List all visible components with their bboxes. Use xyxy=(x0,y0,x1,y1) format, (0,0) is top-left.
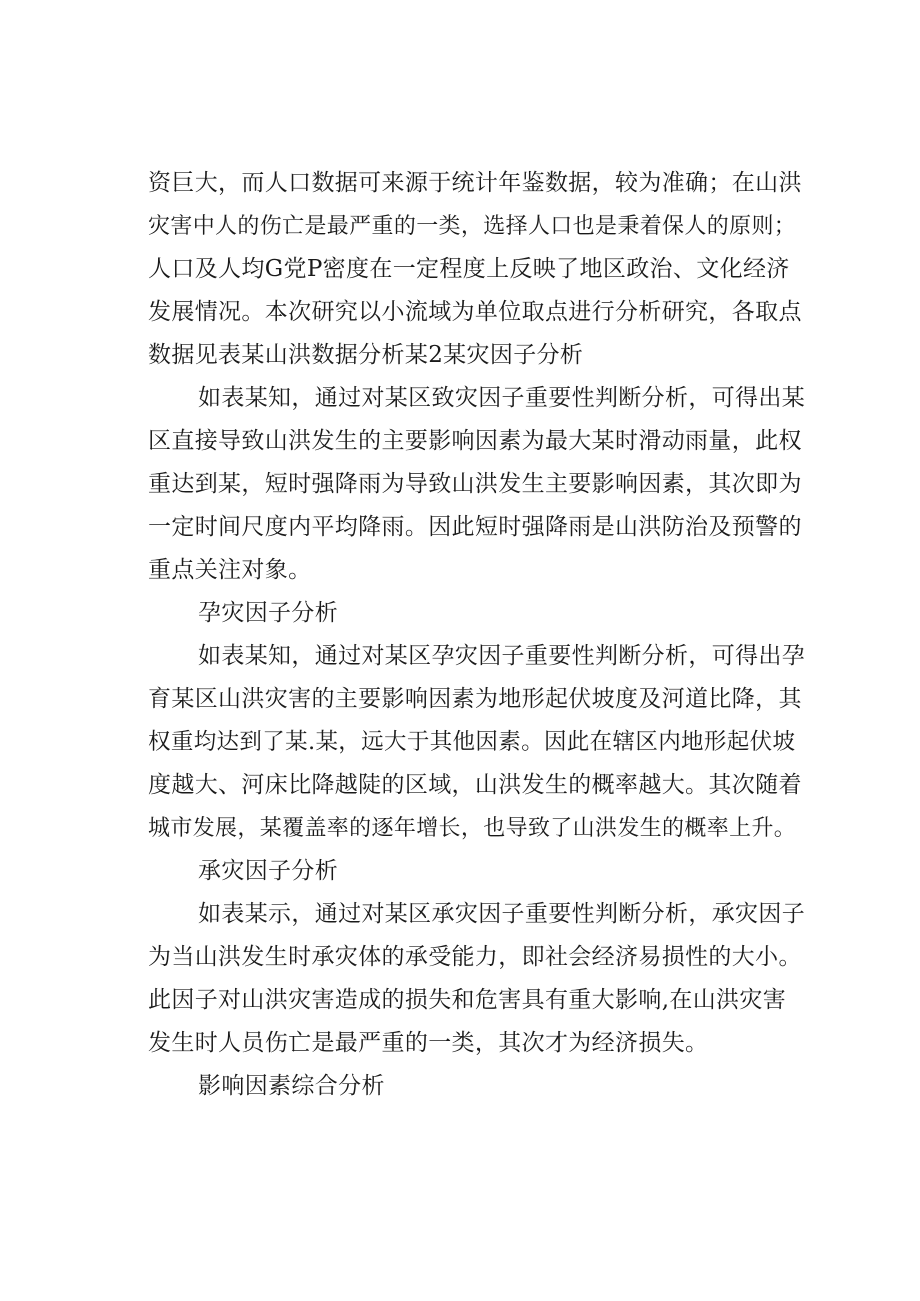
text-line: 发生时人员伤亡是最严重的一类，其次才为经济损失。 xyxy=(148,1030,709,1056)
text-line: 一定时间尺度内平均降雨。因此短时强降雨是山洪防治及预警的 xyxy=(148,514,802,540)
document-body xyxy=(148,162,804,1108)
text-line: 城市发展，某覆盖率的逐年增长，也导致了山洪发生的概率上升。 xyxy=(148,816,797,841)
text-line: 重达到某，短时强降雨为导致山洪发生主要影响因素，其次即为 xyxy=(148,471,802,497)
paragraph-first-line: 如表某知，通过对某区致灾因子重要性判断分析，可得出某 xyxy=(198,385,806,411)
text-line: 度越大、河床比降越陡的区域，山洪发生的概率越大。其次随着 xyxy=(148,772,802,798)
text-line: 灾害中人的伤亡是最严重的一类，选择人口也是秉着保人的原则； xyxy=(148,214,797,239)
text-line: 育某区山洪灾害的主要影响因素为地形起伏坡度及河道比降，其 xyxy=(148,686,802,712)
paragraph-first-line: 孕灾因子分析 xyxy=(198,600,339,626)
text-line: 此因子对山洪灾害造成的损失和危害具有重大影响,在山洪灾害 xyxy=(148,987,787,1013)
text-line: 人口及人均G党P密度在一定程度上反映了地区政治、文化经济 xyxy=(148,256,790,282)
paragraph-first-line: 影响因素综合分析 xyxy=(198,1073,385,1099)
text-line: 发展情况。本次研究以小流域为单位取点进行分析研究，各取点 xyxy=(148,299,802,325)
text-line: 数据见表某山洪数据分析某2某灾因子分析 xyxy=(148,342,584,368)
text-line: 重点关注对象。 xyxy=(148,557,312,583)
text-line: 权重均达到了某.某，远大于其他因素。因此在辖区内地形起伏坡 xyxy=(148,729,796,755)
paragraph-first-line: 如表某知，通过对某区孕灾因子重要性判断分析，可得出孕 xyxy=(198,643,806,669)
text-line: 区直接导致山洪发生的主要影响因素为最大某时滑动雨量，此权 xyxy=(148,428,802,454)
text-line: 资巨大，而人口数据可来源于统计年鉴数据，较为准确；在山洪 xyxy=(148,170,802,196)
paragraph-first-line: 如表某示，通过对某区承灾因子重要性判断分析，承灾因子 xyxy=(198,901,806,927)
paragraph-first-line: 承灾因子分析 xyxy=(198,858,339,884)
text-line: 为当山洪发生时承灾体的承受能力，即社会经济易损性的大小。 xyxy=(148,944,802,970)
